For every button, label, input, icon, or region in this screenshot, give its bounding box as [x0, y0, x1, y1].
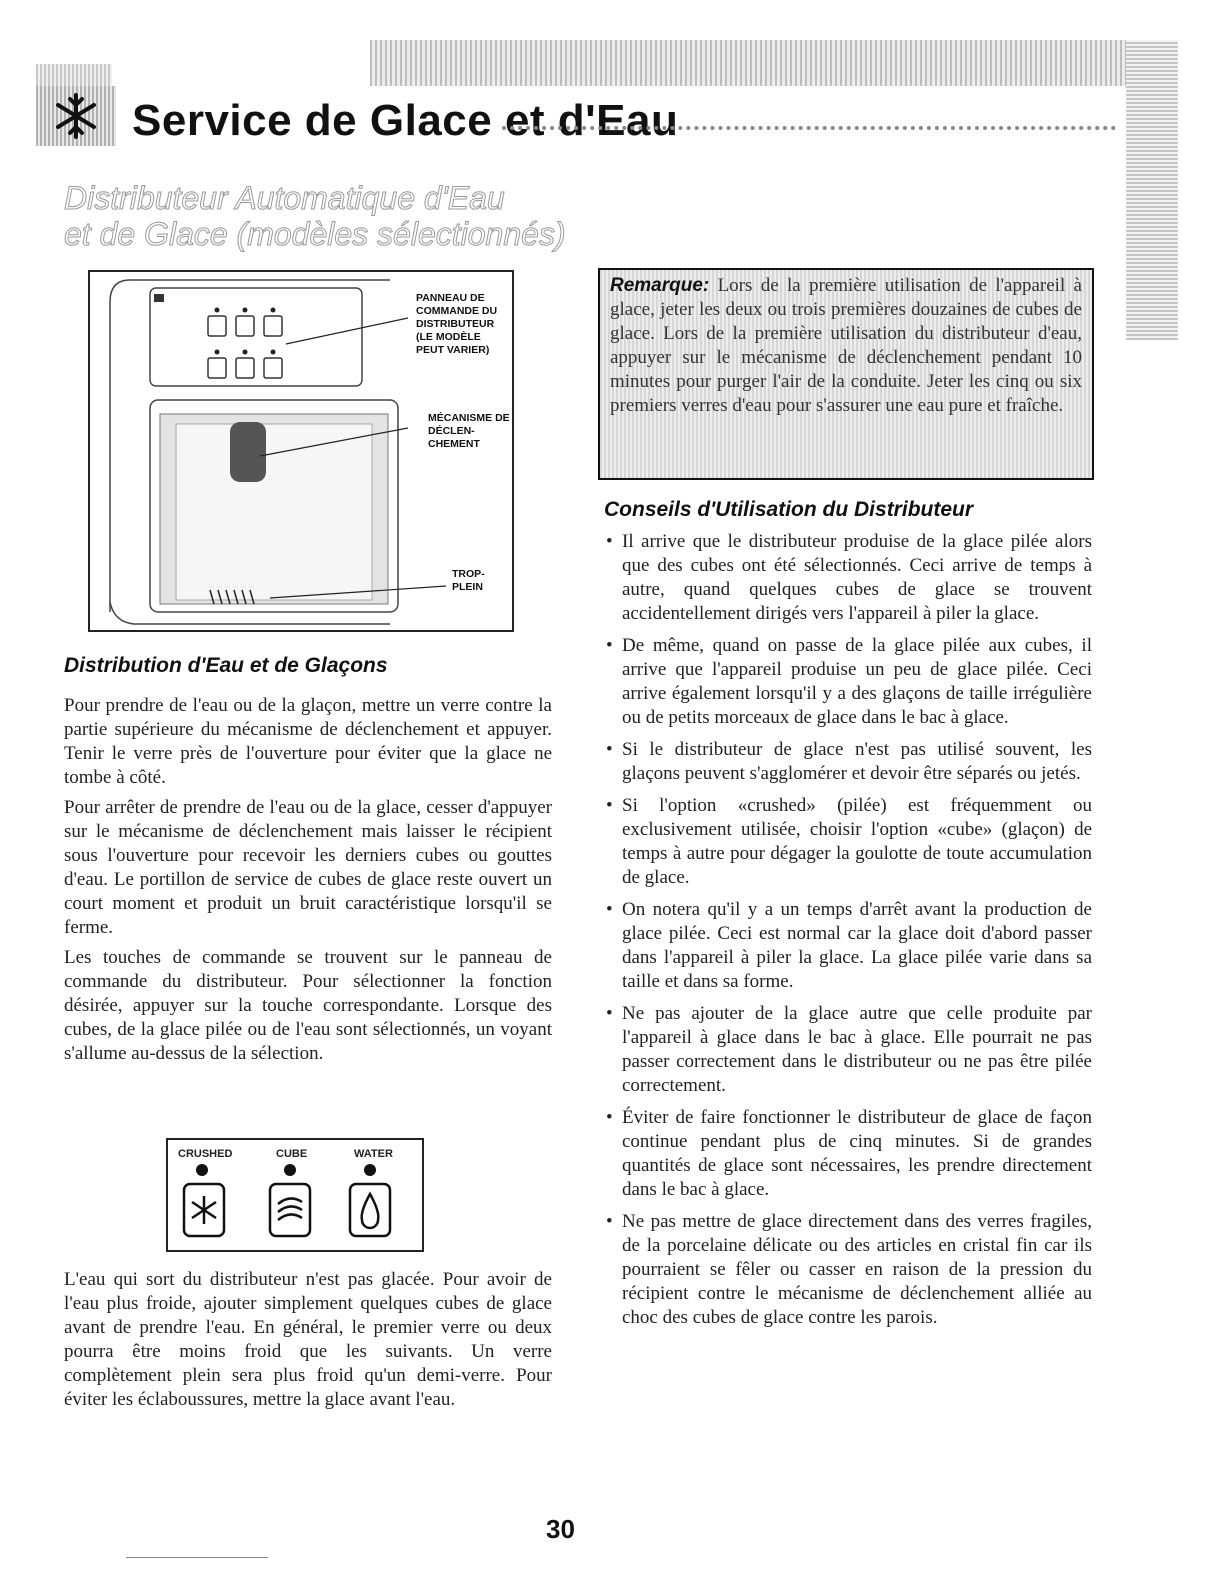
footer-rule [126, 1557, 268, 1558]
tip-item: • Si l'option «crushed» (pilée) est fréquemment ou exclusivement utilisée, choisir l'option «cube» (glaçon) de temps à autre pour dégager la goulotte de toute accumulation de glace. [604, 794, 1092, 890]
label-control-panel-text: PANNEAU DE COMMANDE DU DISTRIBUTEUR [416, 292, 498, 330]
control-panel-diagram [166, 1138, 424, 1252]
note-label: Remarque: [610, 275, 710, 296]
tips-list [604, 530, 1092, 1330]
label-overflow: TROP-PLEIN [452, 568, 485, 593]
tip-item: • Ne pas mettre de glace directement dans des verres fragiles, de la porcelaine délicate ou des articles en cristal fin car ils pourraient se fêler ou casser en raison de la pression du récipient contre le mécanisme de déclenchement alliée au choc des cubes de glace contre les parois. [604, 1210, 1092, 1330]
tip-item: • Si le distributeur de glace n'est pas utilisé souvent, les glaçons peuvent s'agglomérer et devoir être séparés ou jetés. [604, 738, 1092, 786]
title-leader-dots [502, 126, 1116, 130]
left-section-heading: Distribution d'Eau et de Glaçons [64, 654, 388, 677]
right-column-text [604, 530, 1092, 1338]
dispenser-diagram [88, 270, 514, 632]
page-title: Service de Glace et d'Eau [132, 96, 679, 145]
left-column-text [64, 694, 552, 1072]
label-control-panel [416, 292, 508, 357]
crushed-label: CRUSHED [178, 1148, 233, 1160]
paragraph-3: Les touches de commande se trouvent sur le panneau de commande du distributeur. Pour sélectionner la fonction désirée, appuyer sur la touche correspondante. Lorsque des cubes, de la glace pilée ou de l'eau sont sélectionnés, un voyant s'allume au-dessus de la sélection. [64, 947, 552, 1064]
tip-item: • Éviter de faire fonctionner le distributeur de glace de façon continue pendant plus de cinq minutes. Si de grandes quantités de glace sont nécessaires, les prendre directement dans le bac à glace. [604, 1106, 1092, 1202]
paragraph-1: Pour prendre de l'eau ou de la glaçon, mettre un verre contre la partie supérieure du mécanisme de déclenchement et appuyer. Tenir le verre près de l'ouverture pour éviter que la glace ne tombe à côté. [64, 695, 552, 788]
cube-label: CUBE [276, 1148, 308, 1160]
label-control-panel-note: (LE MODÈLE PEUT VARIER) [416, 331, 490, 356]
note-box [598, 268, 1094, 480]
left-column-text-2 [64, 1268, 552, 1418]
control-panel-buttons [168, 1140, 422, 1250]
tip-item: • Il arrive que le distributeur produise de la glace pilée alors que des cubes ont été sélectionnés. Ceci arrive de temps à autre, quand quelques cubes de glace se trouvent accidentellement dirigés vers l'appareil à piler la glace. [604, 530, 1092, 626]
label-trigger-lever: MÉCANISME DE DÉCLEN-CHEMENT [428, 412, 510, 450]
tip-item: • De même, quand on passe de la glace pilée aux cubes, il arrive que l'appareil produise un peu de glace pilée. Ceci arrive également lorsqu'il y a des glaçons de taille irrégulière ou de petits morceaux de glace dans le bac à glace. [604, 634, 1092, 730]
section-subtitle [64, 180, 566, 252]
snowflake-icon [36, 86, 116, 146]
paragraph-4: L'eau qui sort du distributeur n'est pas glacée. Pour avoir de l'eau plus froide, ajouter simplement quelques cubes de glace avant de prendre l'eau. En général, le premier verre ou deux pourra être moins froid que les suivants. Un verre complètement plein sera plus froid qu'un demi-verre. Pour éviter les éclaboussures, mettre la glace avant l'eau. [64, 1269, 552, 1410]
water-label: WATER [354, 1148, 393, 1160]
note-text: Lors de la première utilisation de l'appareil à glace, jeter les deux ou trois premières douzaines de cubes de glace. Lors de la première utilisation du distributeur d'eau, appuyer sur le mécanisme de déclenchement pendant 10 minutes pour purger l'air de la conduite. Jeter les cinq ou six premiers verres d'eau pour s'assurer une eau pure et fraîche. [610, 275, 1082, 416]
paragraph-2: Pour arrêter de prendre de l'eau ou de la glace, cesser d'appuyer sur le mécanisme de déclenchement mais laisser le récipient sous l'ouverture pour recevoir les derniers cubes ou gouttes d'eau. Le portillon de service de cubes de glace reste ouvert un court moment et produit un bruit caractéristique lorsqu'il se ferme. [64, 797, 552, 938]
tip-item: • Ne pas ajouter de la glace autre que celle produite par l'appareil à glace dans le bac à glace. Elle pourrait ne pas passer correctement dans le distributeur ou ne pas être pilée correctement. [604, 1002, 1092, 1098]
tip-item: • On notera qu'il y a un temps d'arrêt avant la production de glace pilée. Ceci est normal car la glace doit d'abord passer dans l'appareil à piler la glace. La glace pilée varie dans sa taille et dans sa forme. [604, 898, 1092, 994]
subtitle-line-1: Distributeur Automatique d'Eau [64, 180, 505, 216]
page-number: 30 [546, 1514, 575, 1544]
header-pattern-band [370, 40, 1178, 86]
side-pattern-bar [1126, 40, 1178, 340]
subtitle-line-2: et de Glace (modèles sélectionnés) [64, 216, 566, 252]
right-section-heading: Conseils d'Utilisation du Distributeur [604, 498, 974, 521]
header-pattern-left [36, 64, 112, 86]
